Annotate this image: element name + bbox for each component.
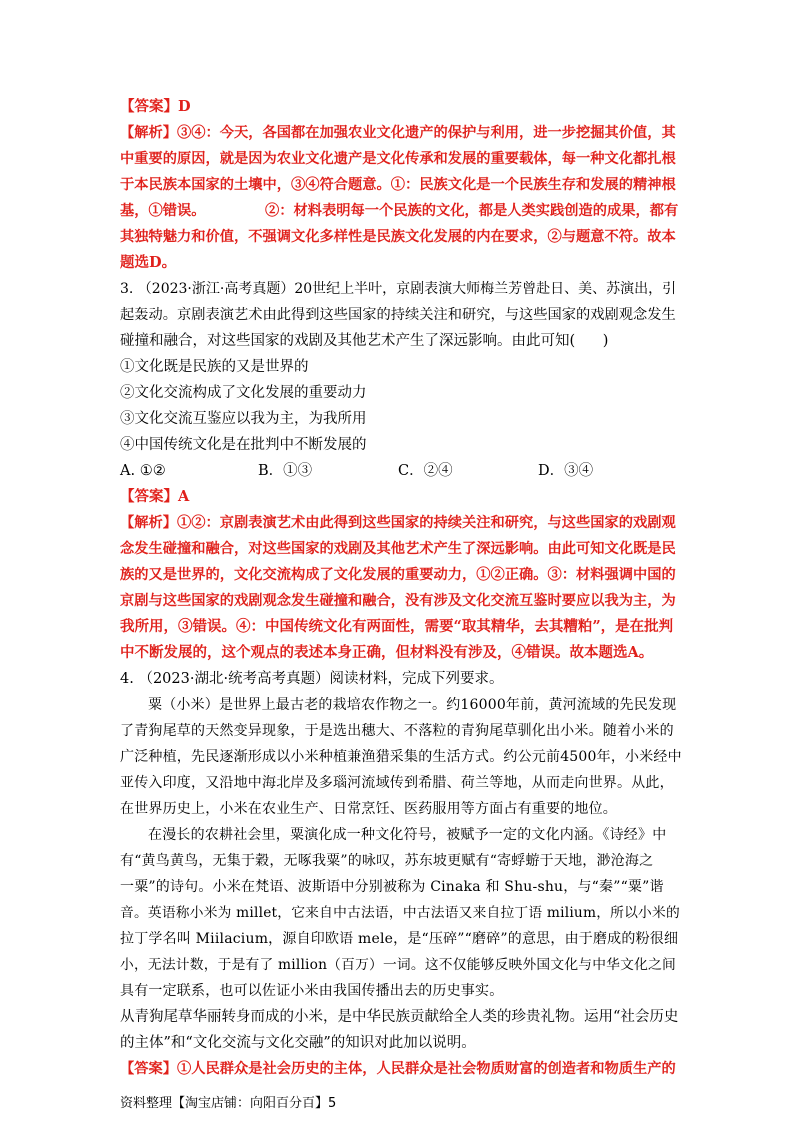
q3-statement: ③文化交流互鉴应以我为主，为我所用 [120, 411, 367, 427]
q4-question-line: 的主体”和“文化交流与文化交融”的知识对此加以说明。 [120, 1035, 476, 1051]
q4-material-line: 小，无法计数，于是有了 million（百万）一词。这不仅能够反映外国文化与中华文化之间 [120, 957, 676, 973]
q3-stem-line: 碰撞和融合，对这些国家的戏剧及其他艺术产生了深远影响。由此可知( ) [120, 333, 609, 349]
q3-stem-line: 3. （2023·浙江·高考真题）20世纪上半叶，京剧表演大师梅兰芳曾赴日、美、苏演出，引 [120, 281, 677, 297]
q2-analysis-line: 题选D。 [120, 254, 177, 271]
q3-stem-line: 起轰动。京剧表演艺术由此得到这些国家的持续关注和研究，与这些国家的戏剧观念发生 [120, 307, 676, 323]
q4-stem: 4. （2023·湖北·统考高考真题）阅读材料，完成下列要求。 [120, 671, 504, 687]
q3-analysis-line: 中不断发展的，这个观点的表述本身正确，但材料没有涉及，④错误。故本题选A。 [120, 644, 654, 661]
q2-analysis-line: 于本民族本国家的土壤中，③④符合题意。①：民族文化是一个民族生存和发展的精神根 [120, 177, 676, 193]
q2-analysis-line: 【解析】③④：今天，各国都在加强农业文化遗产的保护与利用，进一步挖掘其价值，其 [120, 125, 676, 141]
q2-answer: 【答案】D [120, 98, 191, 115]
q4-material-line: 拉丁学名叫 Miilacium，源自印欧语 mele，是“压碎”“磨碎”的意思，由于磨成的粉很细 [120, 931, 679, 947]
q4-material-line: 在世界历史上，小米在农业生产、日常烹饪、医药服用等方面占有重要的地位。 [120, 801, 617, 817]
q3-analysis-line: 【解析】①②：京剧表演艺术由此得到这些国家的持续关注和研究，与这些国家的戏剧观 [120, 515, 676, 531]
q3-analysis-line: 族的又是世界的，文化交流构成了文化发展的重要动力，①②正确。③：材料强调中国的 [120, 567, 676, 583]
q2-analysis-line: 中重要的原因，就是因为农业文化遗产是文化传承和发展的重要载体，每一种文化都扎根 [120, 151, 676, 167]
q4-material-line: 了青狗尾草的天然变异现象，于是选出穗大、不落粒的青狗尾草驯化出小米。随着小米的 [120, 723, 674, 739]
q4-material-line: 具有一定联系，也可以佐证小米由我国传播出去的历史事实。 [120, 983, 504, 999]
q3-analysis-line: 念发生碰撞和融合，对这些国家的戏剧及其他艺术产生了深远影响。由此可知文化既是民 [120, 541, 676, 557]
page-footer: 资料整理【淘宝店铺：向阳百分百】5 [120, 1096, 337, 1111]
q4-material-line: 粟（小米）是世界上最古老的栽培农作物之一。约16000年前，黄河流域的先民发现 [148, 697, 677, 713]
q3-statement: ①文化既是民族的又是世界的 [120, 359, 309, 375]
q3-analysis-line: 京剧与这些国家的戏剧观念发生碰撞和融合，没有涉及文化交流互鉴时要应以我为主，为 [120, 593, 676, 609]
q3-option-a: A. ①② [120, 463, 166, 479]
q4-material-line: 有“黄鸟黄鸟，无集于穀，无啄我粟”的咏叹，苏东坡更赋有“寄蜉蝣于天地，渺沧海之 [120, 853, 654, 869]
q4-material-line: 亚传入印度，又沿地中海北岸及多瑙河流域传到希腊、荷兰等地，从而走向世界。从此， [120, 775, 674, 791]
q4-material-line: 广泛种植，先民逐渐形成以小米种植兼渔猎采集的生活方式。约公元前4500年，小米经中 [120, 749, 682, 765]
q4-material-line: 在漫长的农耕社会里，粟演化成一种文化符号，被赋予一定的文化内涵。《诗经》中 [148, 827, 667, 843]
q3-analysis-line: 我所用，③错误。④：中国传统文化有两面性，需要“取其精华，去其糟粕”，是在批判 [120, 618, 674, 635]
q4-material-line: 一粟”的诗句。小米在梵语、波斯语中分别被称为 Cinaka 和 Shu-shu，与“秦”“粟”谐 [120, 879, 664, 895]
q3-option-c: C．②④ [398, 463, 453, 479]
q3-statement: ②文化交流构成了文化发展的重要动力 [120, 385, 367, 401]
q3-answer: 【答案】A [120, 488, 190, 505]
q4-answer: 【答案】①人民群众是社会历史的主体，人民群众是社会物质财富的创造者和物质生产的 [120, 1061, 676, 1077]
q3-statement: ④中国传统文化是在批判中不断发展的 [120, 437, 367, 453]
q4-material-line: 音。英语称小米为 millet，它来自中古法语，中古法语又来自拉丁语 milium，所以小米的 [120, 905, 680, 921]
q3-option-b: B．①③ [258, 463, 313, 479]
q4-question-line: 从青狗尾草华丽转身而成的小米，是中华民族贡献给全人类的珍贵礼物。运用“社会历史 [120, 1009, 679, 1025]
q2-analysis-line: 基，①错误。 ②：材料表明每一个民族的文化，都是人类实践创造的成果，都有 [120, 203, 679, 219]
q2-analysis-line: 其独特魅力和价值，不强调文化多样性是民族文化发展的内在要求，②与题意不符。故本 [120, 229, 676, 245]
q3-option-d: D．③④ [538, 463, 594, 479]
